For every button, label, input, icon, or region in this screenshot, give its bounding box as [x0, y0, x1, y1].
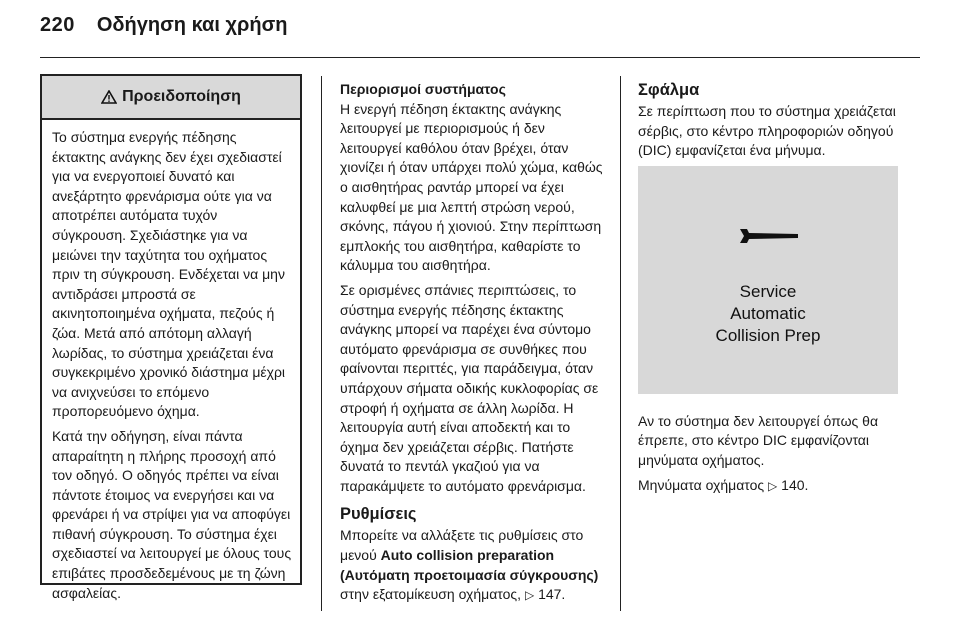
- warning-header: [42, 76, 300, 120]
- settings-text: Μπορείτε να αλλάξετε τις ρυθμίσεις στο μενού: [340, 527, 584, 564]
- reference-text: Μηνύματα οχήματος: [638, 476, 769, 493]
- dic-message: [638, 281, 898, 347]
- settings-text: στην εξατομίκευση οχήματος,: [340, 586, 525, 603]
- settings-paragraph: [340, 526, 605, 605]
- column-divider: [620, 76, 621, 611]
- page-title: Οδήγηση και χρήση: [96, 14, 288, 36]
- dic-display-illustration: [638, 166, 898, 394]
- warning-box: [40, 74, 302, 601]
- body-paragraph: Σε περίπτωση που το σύστημα χρειάζεται σέρβις, στο κέντρο πληροφοριών οδηγού (DIC) εμφανίζεται ένα μήνυμα.: [638, 103, 896, 159]
- section-heading: Ρυθμίσεις: [340, 505, 417, 524]
- warning-paragraph: Το σύστημα ενεργής πέδησης έκτακτης ανάγκης δεν έχει σχεδιαστεί για να ενεργοποιεί δυνατό και ανεξάρτητο φρενάρισμα ούτε για να αποτρέπει αυτόματα τυχόν σύγκρουση. Σχεδιάστηκε για να μειώνει την ταχύτητα του οχήματος πριν τη σύγκρουση. Ενδέχεται να μην αντιδράσει μπροστά σε ακινητοποιημένα οχήματα, πεζούς ή ζώα. Μετά από απότομη αλλαγή λωρίδας, το σύστημα χρειάζεται ένα συγκεκριμένο χρονικό διάστημα μέχρι να ανιχνεύσει το επόμενο προπορευόμενο όχημα.: [52, 129, 286, 420]
- page-reference-arrow-icon: ▷: [768, 478, 778, 493]
- page-reference-arrow-icon: ▷: [524, 588, 535, 603]
- page-reference[interactable]: 140.: [781, 476, 809, 493]
- page-reference[interactable]: 147.: [538, 586, 566, 603]
- dic-line: Collision Prep: [715, 325, 821, 345]
- dic-line: Automatic: [730, 303, 806, 323]
- warning-paragraph: Κατά την οδήγηση, είναι πάντα απαραίτητη η πλήρης προσοχή από τον οδηγό. Ο οδηγός πρέπει να είναι πάντοτε έτοιμος να ενεργήσει και να φρενάρει ή να στρίψει για να αποφύγει πιθανή σύγκρουση. Το σύστημα έχει σχεδιαστεί να λειτουργεί με όλους τους επιβάτες προσδεδεμένους με τη ζώνη ασφαλείας.: [52, 427, 292, 601]
- page-header: [40, 14, 287, 44]
- section-subheading: Περιορισμοί συστήματος: [340, 81, 506, 97]
- reference-paragraph: [638, 476, 903, 497]
- warning-triangle-icon: [101, 90, 117, 104]
- header-rule: [40, 57, 920, 58]
- warning-heading: Προειδοποίηση: [122, 88, 241, 105]
- body-paragraph: Αν το σύστημα δεν λειτουργεί όπως θα έπρεπε, στο κέντρο DIC εμφανίζονται μηνύματα οχήματος.: [638, 412, 879, 468]
- dic-line: Service: [739, 281, 797, 301]
- body-paragraph: Η ενεργή πέδηση έκτακτης ανάγκης λειτουργεί με περιορισμούς ή δεν λειτουργεί καθόλου όταν βρέχει, όταν χιονίζει ή όταν υπάρχει πολύ χώμα, καθώς ο αισθητήρας ραντάρ μπορεί να έχει καλυφθεί με μια λεπτή στρώση νερού, σκόνης, πάγου ή χιονιού. Στην περίπτωση εμπλοκής του αισθητήρα, καθαρίστε το κάλυμμα του αισθητήρα.: [340, 100, 603, 274]
- column-fault: [638, 80, 903, 501]
- body-paragraph: Σε ορισμένες σπάνιες περιπτώσεις, το σύστημα ενεργής πέδησης έκτακτης ανάγκης μπορεί να παρέχει ένα σύντομο αυτόματο φρενάρισμα σε συνθήκες που φαίνονται περιττές, για παράδειγμα, όταν υπάρχουν σήματα οδικής κυκλοφορίας σε στροφή ή οχήματα σε άλλη λωρίδα. Η λειτουργία αυτή είναι αποδεκτή και το όχημα δεν χρειάζεται σέρβις. Πατήστε δυνατά το πεντάλ γκαζιού για να παρακάμψετε το αυτόματο φρενάρισμα.: [340, 281, 599, 494]
- page-number: 220: [40, 14, 75, 36]
- menu-name: Auto collision preparation (Αυτόματη προετοιμασία σύγκρουσης): [340, 547, 599, 583]
- column-system-limits: [340, 80, 605, 611]
- wrench-icon: [738, 226, 800, 246]
- section-heading: Σφάλμα: [638, 81, 700, 99]
- column-divider: [321, 76, 322, 611]
